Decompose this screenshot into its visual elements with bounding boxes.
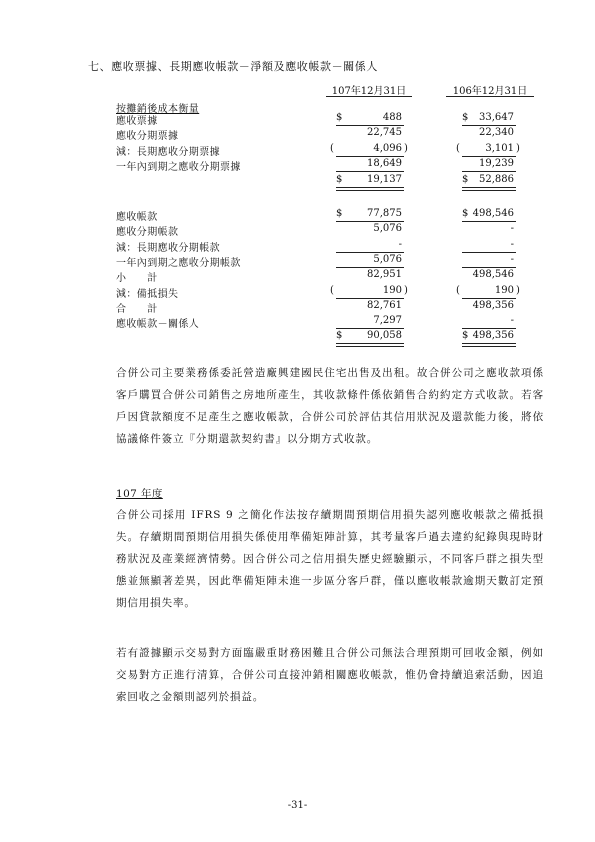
open-paren: ( <box>456 142 460 154</box>
cell-value: 22,745 <box>367 127 402 139</box>
paragraph-business: 合併公司主要業務係委託營造廠興建國民住宅出售及出租。故合併公司之應收款項係客戶購買合併公司銷售之房地所產生，其收款條件係依銷售合約約定方式收款。若客戶因貸款額度不足產生之應收帳款，合併公司於評估其信用狀況及還款能力後，將依協議條件簽立『分期還款契約書』以分期方式收款。 <box>116 367 544 445</box>
subtotal-rule <box>462 171 516 172</box>
cell-value: 18,649 <box>367 158 402 170</box>
cell-value: 498,546 <box>472 269 514 281</box>
close-paren: ) <box>516 284 520 296</box>
cell-value: 3,101 <box>485 142 514 154</box>
cell-value: 19,137 <box>367 173 402 185</box>
subtotal-rule <box>462 125 516 126</box>
section-title: 按攤銷後成本衡量 <box>116 104 200 115</box>
note-heading: 七、應收票據、長期應收帳款－淨額及應收帳款－關係人 <box>88 60 378 73</box>
column-header-rule <box>446 96 534 97</box>
subtotal-rule <box>336 156 404 157</box>
cell-value: - <box>510 223 514 235</box>
currency-symbol: $ <box>336 112 343 123</box>
row-label: 應收分期帳款 <box>116 227 179 239</box>
row-label: 小 計 <box>116 273 158 285</box>
subheading-year: 107 年度 <box>116 488 163 500</box>
subtotal-rule <box>336 221 404 222</box>
cell-value: - <box>510 238 514 250</box>
cell-value: - <box>398 238 402 250</box>
currency-symbol: $ <box>336 173 343 185</box>
total-double-rule <box>336 187 404 191</box>
subtotal-rule <box>462 298 516 299</box>
cell-value: 52,886 <box>479 173 514 185</box>
row-label: 一年內到期之應收分期帳款 <box>116 257 241 269</box>
cell-value: 498,546 <box>472 208 514 219</box>
paragraph-writeoff: 若有證據顯示交易對方面臨嚴重財務困難且合併公司無法合理預期可回收金額，例如交易對方正進行清算，合併公司直接沖銷相關應收帳款，惟仍會持續追索活動，因追索回收之金額則認列於損益。 <box>116 647 544 703</box>
cell-value: 498,356 <box>472 299 514 311</box>
currency-symbol: $ <box>336 330 343 342</box>
row-label: 應收票據 <box>116 116 158 127</box>
cell-value: 77,875 <box>367 208 402 219</box>
cell-value: 82,761 <box>367 299 402 311</box>
currency-symbol: $ <box>462 208 469 219</box>
subtotal-rule <box>462 221 516 222</box>
currency-symbol: $ <box>336 208 343 219</box>
row-label: 減：備抵損失 <box>116 288 179 300</box>
subtotal-rule <box>336 171 404 172</box>
currency-symbol: $ <box>462 330 469 342</box>
close-paren: ) <box>404 142 408 154</box>
subtotal-rule <box>462 328 516 329</box>
column-header-2017: 106年12月31日 <box>452 86 528 97</box>
row-label: 一年內到期之應收分期票據 <box>116 162 241 174</box>
cell-value: - <box>510 253 514 265</box>
row-label: 應收分期票據 <box>116 131 179 143</box>
paragraph-ifrs9: 合併公司採用 IFRS 9 之簡化作法按存續期間預期信用損失認列應收帳款之備抵損失。存續期間預期信用損失係使用準備矩陣計算，其考量客戶過去違約紀錄與現時財務狀況及產業經濟情勢。因合併公司之信用損失歷史經驗顯示，不同客戶群之損失型態並無顯著差異，因此準備矩陣未進一步區分客戶群，僅以應收帳款逾期天數訂定預期信用損失率。 <box>116 509 544 609</box>
cell-value: 22,340 <box>479 127 514 139</box>
column-header-rule <box>326 96 412 97</box>
cell-value: 498,356 <box>472 330 514 342</box>
open-paren: ( <box>456 284 460 296</box>
open-paren: ( <box>330 142 334 154</box>
subtotal-rule <box>336 267 404 268</box>
total-double-rule <box>462 343 516 347</box>
cell-value: 33,647 <box>479 112 514 123</box>
cell-value: 5,076 <box>373 253 402 265</box>
cell-value: 190 <box>382 284 402 296</box>
subtotal-rule <box>462 156 516 157</box>
subtotal-rule <box>336 125 404 126</box>
cell-value: 5,076 <box>373 223 402 235</box>
row-label: 減：長期應收分期票據 <box>116 146 220 158</box>
cell-value: 488 <box>382 112 402 123</box>
close-paren: ) <box>516 142 520 154</box>
cell-value: 19,239 <box>479 158 514 170</box>
column-header-2018: 107年12月31日 <box>331 86 407 97</box>
currency-symbol: $ <box>462 173 469 185</box>
page-number: -31- <box>287 800 308 811</box>
subtotal-rule <box>462 252 516 253</box>
total-double-rule <box>462 187 516 191</box>
cell-value: 82,951 <box>367 269 402 281</box>
row-label: 應收帳款－關係人 <box>116 319 200 331</box>
currency-symbol: $ <box>462 112 469 123</box>
cell-value: 7,297 <box>373 315 402 327</box>
row-label: 合 計 <box>116 303 158 315</box>
row-label: 應收帳款 <box>116 212 158 223</box>
close-paren: ) <box>404 284 408 296</box>
subtotal-rule <box>336 298 404 299</box>
row-label: 減：長期應收分期帳款 <box>116 242 220 254</box>
subtotal-rule <box>336 328 404 329</box>
cell-value: 90,058 <box>367 330 402 342</box>
subtotal-rule <box>336 252 404 253</box>
cell-value: 190 <box>494 284 514 296</box>
total-double-rule <box>336 343 404 347</box>
open-paren: ( <box>330 284 334 296</box>
cell-value: - <box>510 315 514 327</box>
subtotal-rule <box>462 267 516 268</box>
cell-value: 4,096 <box>373 142 402 154</box>
